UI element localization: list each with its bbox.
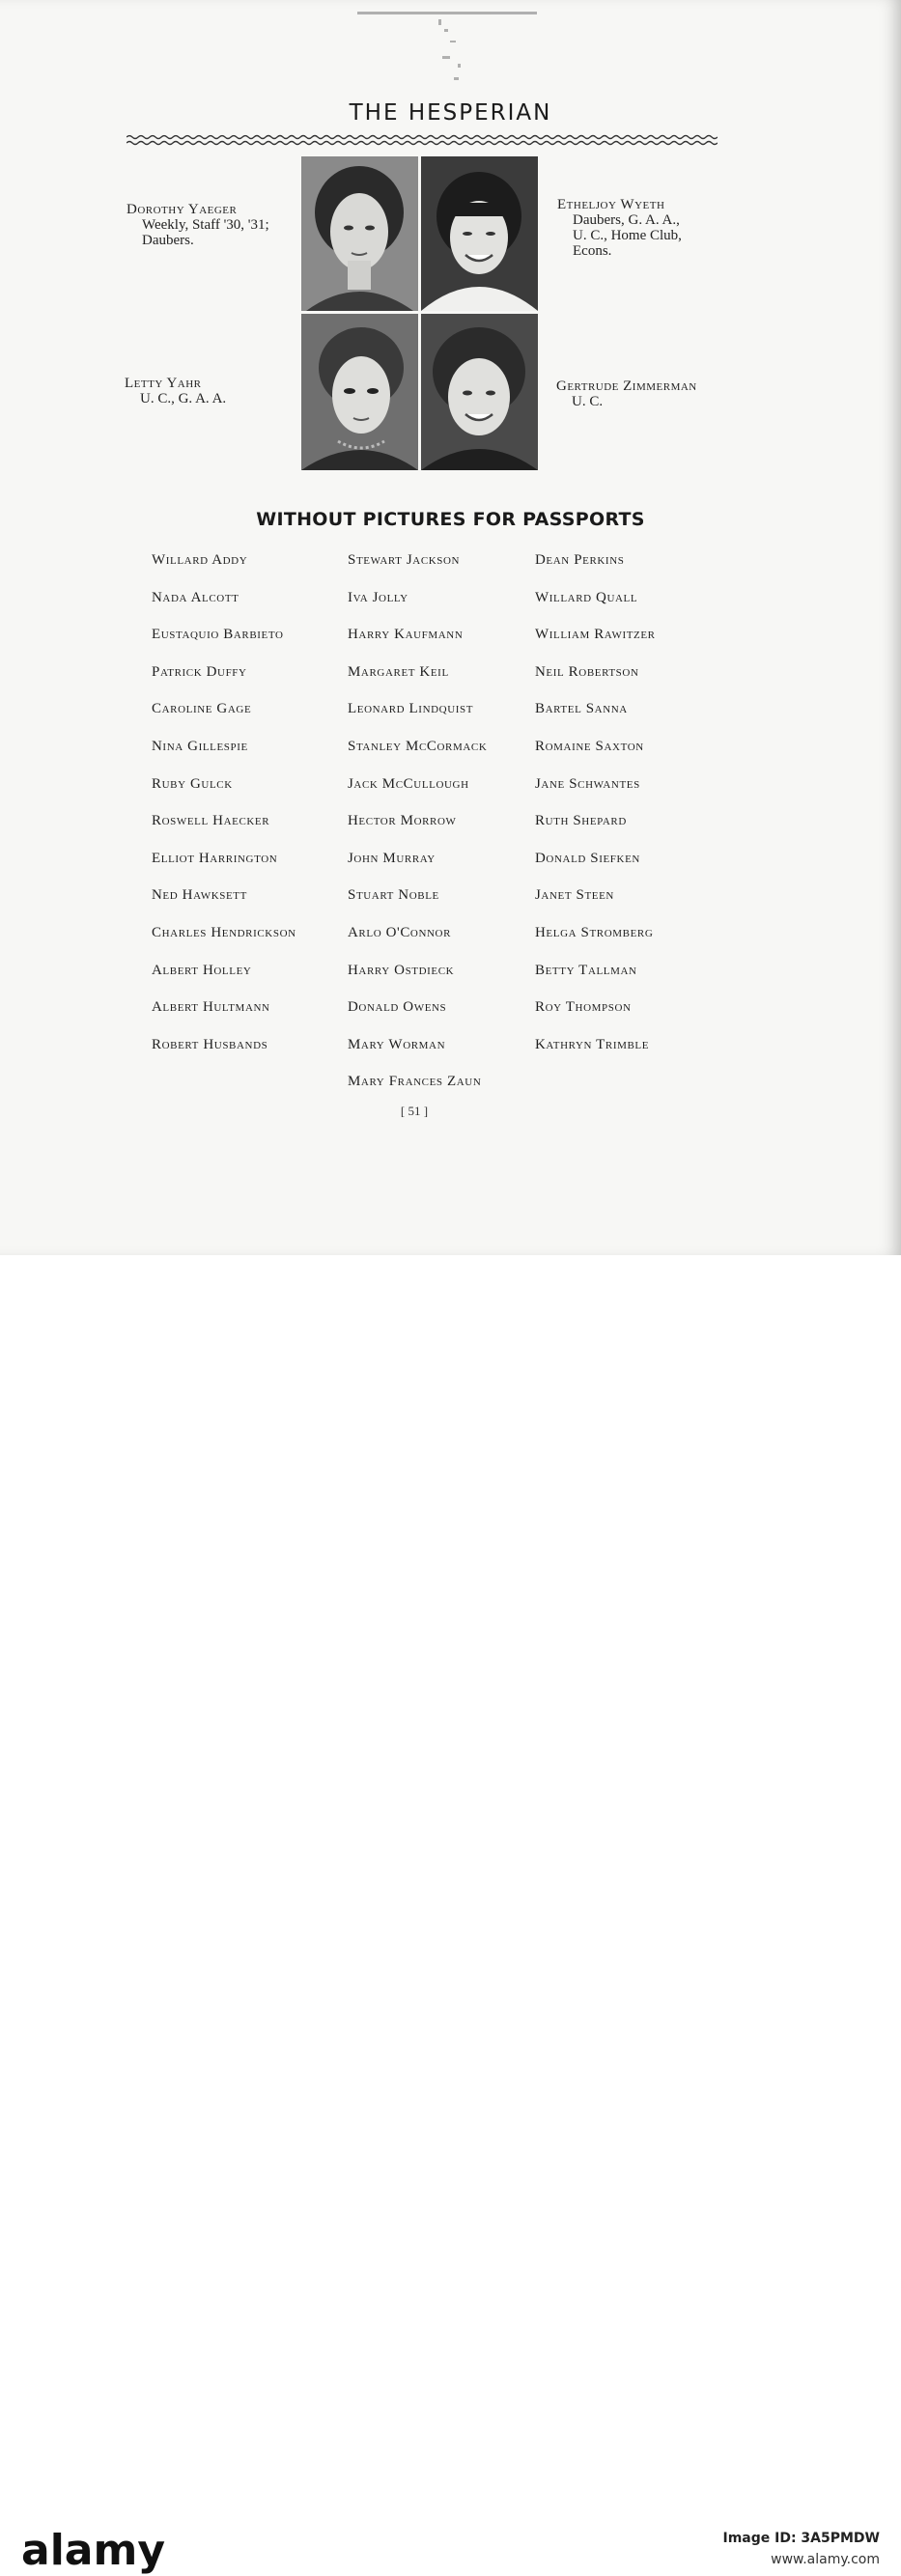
stock-info (722, 2528, 880, 2570)
name-entry: Dean Perkins (535, 552, 625, 568)
name-entry: Jane Schwantes (535, 776, 640, 792)
name-entry: Bartel Sanna (535, 701, 628, 716)
portrait-photo-yaeger (301, 156, 418, 311)
name-entry: William Rawitzer (535, 627, 656, 642)
decorative-wave-rule (127, 133, 718, 147)
name-entry: Ned Hawksett (152, 887, 247, 903)
scan-smudge-marks (357, 8, 541, 85)
name-entry: Patrick Duffy (152, 664, 247, 680)
name-entry: Hector Morrow (348, 813, 457, 828)
portrait-photo-wyeth (421, 156, 538, 311)
name-entry: Stewart Jackson (348, 552, 461, 568)
caption-yaeger (127, 202, 300, 248)
alamy-logo (21, 2526, 229, 2576)
name-entry: Neil Robertson (535, 664, 639, 680)
name-entry: Albert Holley (152, 963, 252, 978)
student-name: Gertrude Zimmerman (556, 378, 697, 394)
name-entry: Robert Husbands (152, 1037, 268, 1052)
stock-footer (0, 1255, 901, 2575)
student-activities: U. C., G. A. A. (140, 391, 227, 406)
site-url: www.alamy.com (771, 2552, 880, 2567)
name-entry: Romaine Saxton (535, 739, 644, 754)
name-entry: Mary Worman (348, 1037, 446, 1052)
portrait-photo-zimmerman (421, 314, 538, 470)
student-name: Etheljoy Wyeth (557, 197, 665, 212)
page-number: [ 51 ] (400, 1104, 429, 1118)
name-entry: Stanley McCormack (348, 739, 488, 754)
alamy-logo-text: alamy (21, 2526, 165, 2575)
scanned-page (0, 0, 901, 1255)
student-activities: Daubers, G. A. A., U. C., Home Club, Econs. (573, 212, 682, 259)
name-entry: Stuart Noble (348, 887, 439, 903)
student-activities: Weekly, Staff '30, '31; Daubers. (142, 217, 269, 248)
caption-zimmerman (556, 378, 749, 409)
name-entry: Albert Hultmann (152, 999, 270, 1015)
name-entry: Leonard Lindquist (348, 701, 474, 716)
page-header-title: THE HESPERIAN (349, 100, 552, 126)
portrait-photo-yahr (301, 314, 418, 470)
name-entry: Elliot Harrington (152, 851, 278, 866)
name-entry: Roswell Haecker (152, 813, 270, 828)
name-entry: Arlo O'Connor (348, 925, 452, 940)
name-entry: John Murray (348, 851, 436, 866)
name-entry: Iva Jolly (348, 590, 408, 605)
name-entry: Charles Hendrickson (152, 925, 296, 940)
name-entry: Ruth Shepard (535, 813, 627, 828)
name-entry: Jack McCullough (348, 776, 469, 792)
name-entry: Willard Quall (535, 590, 638, 605)
name-entry: Caroline Gage (152, 701, 252, 716)
section-heading: WITHOUT PICTURES FOR PASSPORTS (256, 509, 645, 530)
name-entry: Helga Stromberg (535, 925, 654, 940)
name-entry: Harry Ostdieck (348, 963, 455, 978)
name-entry: Janet Steen (535, 887, 614, 903)
name-entry: Mary Frances Zaun (348, 1074, 482, 1089)
name-entry: Kathryn Trimble (535, 1037, 650, 1052)
student-name: Dorothy Yaeger (127, 202, 238, 217)
name-entry: Nina Gillespie (152, 739, 248, 754)
name-entry: Donald Owens (348, 999, 447, 1015)
name-entry: Betty Tallman (535, 963, 637, 978)
name-entry: Roy Thompson (535, 999, 632, 1015)
name-entry: Eustaquio Barbieto (152, 627, 284, 642)
image-id: Image ID: 3A5PMDW (722, 2531, 880, 2546)
caption-wyeth (557, 197, 718, 259)
name-entry: Harry Kaufmann (348, 627, 464, 642)
name-entry: Willard Addy (152, 552, 248, 568)
name-entry: Ruby Gulck (152, 776, 233, 792)
name-entry: Margaret Keil (348, 664, 449, 680)
student-activities: U. C. (572, 394, 604, 409)
caption-yahr (125, 376, 298, 406)
student-name: Letty Yahr (125, 376, 202, 391)
name-entry: Nada Alcott (152, 590, 239, 605)
portrait-photo-grid (301, 156, 539, 471)
name-entry: Donald Siefken (535, 851, 640, 866)
